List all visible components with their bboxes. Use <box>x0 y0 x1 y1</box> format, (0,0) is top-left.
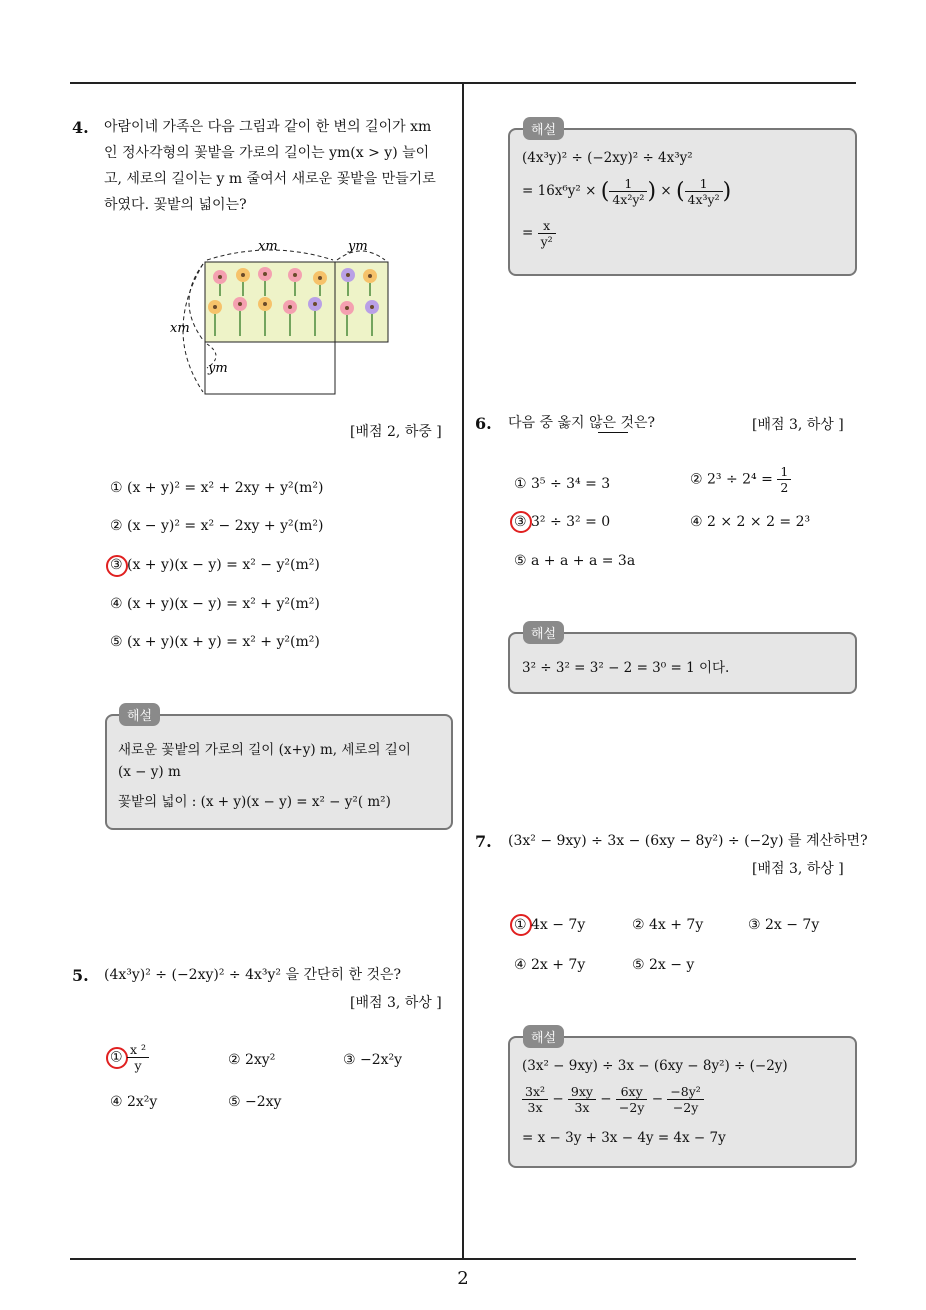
column-divider <box>462 83 464 1259</box>
q6-option-4[interactable]: ④ 2 × 2 × 2 = 2³ <box>690 514 811 530</box>
q4-option-1[interactable]: ① (x + y)² = x² + 2xy + y²(m²) <box>110 480 324 496</box>
q4-line-1: 아람이네 가족은 다음 그림과 같이 한 변의 길이가 xm <box>104 119 432 135</box>
q7-expl-fraction-2 <box>568 1084 596 1115</box>
q5-expl-f1-numerator: 1 <box>609 176 647 192</box>
fig-label-left-x: xm <box>170 321 190 336</box>
q5-option-4[interactable]: ④ 2x²y <box>110 1094 158 1110</box>
q6-explanation-tag: 해설 <box>523 621 564 644</box>
q7-f2-numerator: 9xy <box>568 1084 596 1100</box>
q5-expl-fraction-1 <box>609 176 647 207</box>
q7-expl-fraction-4 <box>667 1084 704 1115</box>
q4-number: 4. <box>72 118 89 137</box>
page-number: 2 <box>457 1268 469 1289</box>
q5-expl-f2-numerator: 1 <box>685 176 723 192</box>
q6-option-5[interactable]: ⑤ a + a + a = 3a <box>514 553 636 569</box>
q5-expl-line-2: = 16x⁶y² × ( $\frac{1}{\text{4x²y²}}$ ) × ( $\frac{1}{\text{4x³y²}}$ ) <box>522 176 732 207</box>
q7-f4-denominator: −2y <box>672 1100 699 1115</box>
q5-expl-line-3 <box>522 218 556 249</box>
q5-expl-f3-numerator: x <box>538 218 556 234</box>
q7-expl-fraction-1 <box>522 1084 548 1115</box>
q6-option-1[interactable]: ① 3⁵ ÷ 3⁴ = 3 <box>514 476 611 492</box>
q4-expl-line-3: 꽃밭의 넓이 : (x + y)(x − y) = x² − y²( m²) <box>118 794 391 810</box>
q6-option-3[interactable]: ③ 3² ÷ 3² = 0 <box>514 514 611 530</box>
q6-option-2-denominator: 2 <box>780 480 789 495</box>
q4-text <box>104 114 459 218</box>
q6-option-2-numerator: 1 <box>777 464 791 480</box>
q6-expl-line: 3² ÷ 3² = 3² − 2 = 3⁰ = 1 이다. <box>522 660 730 676</box>
q7-f2-denominator: 3x <box>574 1100 590 1115</box>
q5-option-1-numerator: x ² <box>127 1042 149 1058</box>
q7-option-5[interactable]: ⑤ 2x − y <box>632 957 695 973</box>
q7-f4-numerator: −8y² <box>667 1084 704 1100</box>
q5-expl-fraction-2 <box>685 176 723 207</box>
q6-option-2-fraction <box>777 464 791 495</box>
q5-expl-f2-denominator: 4x³y² <box>687 192 720 207</box>
q5-text: (4x³y)² ÷ (−2xy)² ÷ 4x³y² 을 간단히 한 것은? <box>104 967 402 983</box>
q7-expl-line-3: = x − 3y + 3x − 4y = 4x − 7y <box>522 1130 726 1146</box>
q6-number: 6. <box>475 414 492 433</box>
q6-not-underline <box>598 432 628 433</box>
q7-expl-line-1: (3x² − 9xy) ÷ 3x − (6xy − 8y²) ÷ (−2y) <box>522 1058 788 1074</box>
q5-option-1-denominator: y <box>134 1058 142 1073</box>
q4-option-3[interactable]: ③ (x + y)(x − y) = x² − y²(m²) <box>110 557 320 573</box>
q4-expl-line-1: 새로운 꽃밭의 가로의 길이 (x+y) m, 세로의 길이 <box>118 742 411 758</box>
q4-score: [배점 2, 하중 ] <box>350 424 442 440</box>
q7-score: [배점 3, 하상 ] <box>752 861 844 877</box>
q5-expl-line-1: (4x³y)² ÷ (−2xy)² ÷ 4x³y² <box>522 150 693 166</box>
q6-option-2-prefix: ② 2³ ÷ 2⁴ = <box>690 471 773 488</box>
q7-expl-fraction-3 <box>616 1084 648 1115</box>
fig-label-bottom-y: ym <box>208 361 228 376</box>
q5-expl-f1-denominator: 4x²y² <box>612 192 645 207</box>
q5-explanation-tag: 해설 <box>523 117 564 140</box>
q5-option-3[interactable]: ③ −2x²y <box>343 1052 403 1068</box>
q4-explanation-tag: 해설 <box>119 703 160 726</box>
q5-option-2[interactable]: ② 2xy² <box>228 1052 276 1068</box>
q4-line-4: 하였다. 꽃밭의 넓이는? <box>104 197 247 213</box>
q5-expl-f3-denominator: y² <box>540 234 553 249</box>
q5-number: 5. <box>72 966 89 985</box>
q6-option-2[interactable] <box>690 464 791 495</box>
q4-option-2[interactable]: ② (x − y)² = x² − 2xy + y²(m²) <box>110 518 324 534</box>
q5-option-1-fraction <box>127 1042 149 1073</box>
q4-line-2: 인 정사각형의 꽃밭을 가로의 길이는 ym(x > y) 늘이 <box>104 145 430 161</box>
q7-expl-line-2 <box>522 1084 704 1115</box>
q4-option-5[interactable]: ⑤ (x + y)(x + y) = x² + y²(m²) <box>110 634 320 650</box>
q5-expl-fraction-3 <box>538 218 556 249</box>
q5-expl-line-3-eq: = <box>522 225 534 241</box>
q5-option-5[interactable]: ⑤ −2xy <box>228 1094 282 1110</box>
q4-expl-line-2: (x − y) m <box>118 764 181 780</box>
q5-expl-times: × <box>660 183 672 199</box>
q7-explanation-tag: 해설 <box>523 1025 564 1048</box>
flower-garden-figure <box>165 232 395 402</box>
q5-score: [배점 3, 하상 ] <box>350 995 442 1011</box>
q7-f3-denominator: −2y <box>618 1100 645 1115</box>
q7-text: (3x² − 9xy) ÷ 3x − (6xy − 8y²) ÷ (−2y) 를 계산하면? <box>508 833 868 849</box>
q7-f1-numerator: 3x² <box>522 1084 548 1100</box>
q5-option-1[interactable] <box>110 1042 149 1073</box>
q7-number: 7. <box>475 832 492 851</box>
q6-text: 다음 중 옳지 않은 것은? <box>508 415 656 431</box>
q7-minus-1: − <box>552 1091 564 1107</box>
q7-minus-3: − <box>651 1091 664 1107</box>
fig-label-top-x: xm <box>258 239 278 254</box>
q7-f1-denominator: 3x <box>527 1100 543 1115</box>
q5-option-1-number: ① <box>110 1049 123 1066</box>
q4-option-4[interactable]: ④ (x + y)(x − y) = x² + y²(m²) <box>110 596 320 612</box>
q7-f3-numerator: 6xy <box>616 1084 648 1100</box>
q6-score: [배점 3, 하상 ] <box>752 417 844 433</box>
q7-option-1[interactable]: ① 4x − 7y <box>514 917 586 933</box>
q5-expl-line-2-prefix: = 16x⁶y² × <box>522 183 597 199</box>
q4-line-3: 고, 세로의 길이는 y m 줄여서 새로운 꽃밭을 만들기로 <box>104 171 436 187</box>
q7-option-2[interactable]: ② 4x + 7y <box>632 917 704 933</box>
q7-minus-2: − <box>600 1091 612 1107</box>
q7-option-4[interactable]: ④ 2x + 7y <box>514 957 586 973</box>
q7-option-3[interactable]: ③ 2x − 7y <box>748 917 820 933</box>
fig-label-top-y: ym <box>348 239 368 254</box>
